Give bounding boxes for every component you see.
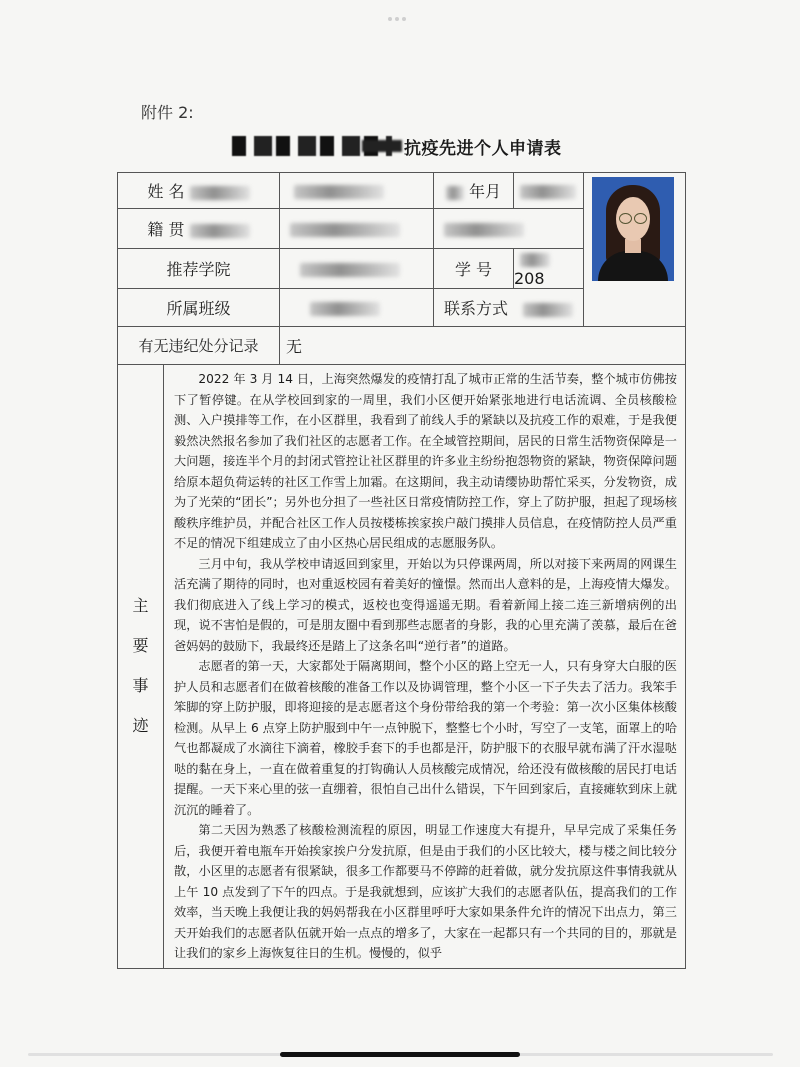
applicant-photo (592, 177, 674, 281)
birth-label-fragment: 年月 (469, 182, 502, 201)
redacted-title-prefix-2 (362, 140, 402, 152)
class-value-cell (280, 289, 434, 327)
redacted-college (300, 263, 400, 277)
main-deeds-label: 主 要 事 迹 (118, 365, 164, 969)
form-title-text: 抗疫先进个人申请表 (404, 139, 562, 159)
redacted-class (310, 302, 380, 316)
discipline-label: 有无违纪处分记录 (118, 327, 280, 365)
deeds-paragraph: 志愿者的第一天，大家都处于隔离期间，整个小区的路上空无一人，只有身穿大白服的医护人员和志愿者们在做着核酸的准备工作以及协调管理，整个小区一下子失去了活力。我笨手笨脚的穿上防护服，即将迎接的是志愿者这个身份带给我的第一个考验：第一次小区集体核酸检测。从早上 6 点穿上防护服到中午一点钟脱下，整整七个小时，写空了一支笔，面罩上的哈气也都凝成了水滴往下滴着，橡胶手套下的手也都是汗，防护服下的衣服早就布满了汗水湿哒哒的黏在身上，一直在做着重复的打钩确认人员核酸完成情况，给还没有做核酸的居民打电话提醒。一天下来心里的弦一直绷着，很怕自己出什么错误，下午回到家后，直接瘫软到床上就沉沉的睡着了。 (174, 659, 678, 817)
origin-label-cell (118, 209, 280, 249)
main-deeds-content (164, 365, 686, 969)
application-form-table (117, 172, 686, 969)
birth-value-cell (514, 173, 584, 209)
attachment-label: 附件 2: (141, 103, 194, 122)
college-value-cell (280, 249, 434, 289)
student-id-fragment: 208 (514, 268, 545, 288)
discipline-value: 无 (280, 327, 686, 365)
deeds-paragraph: 三月中旬，我从学校申请返回到家里，开始以为只停课两周，所以对接下来两周的网课生活充满了期待的同时，也对重返校园有着美好的憧憬。然而出人意料的是，上海疫情大爆发。我们彻底进入了线上学习的模式，返校也变得遥遥无期。看着新闻上接二连三新增病例的出现，说不害怕是假的，可是朋友圈中看到那些志愿者的身影，我的心里充满了羡慕，最后在爸爸妈妈的鼓励下，我最终还是踏上了这条名叫“逆行者”的道路。 (174, 556, 677, 653)
contact-label: 联系方式 (443, 299, 508, 318)
origin-extra-cell (434, 209, 584, 249)
name-label: 姓 名 (147, 182, 185, 201)
redacted-origin-value (290, 223, 400, 237)
origin-label: 籍 贯 (147, 220, 185, 239)
photo-cell (584, 173, 686, 327)
class-label: 所属班级 (118, 289, 280, 327)
redacted-birth-label (446, 186, 464, 200)
deeds-paragraph: 第二天因为熟悉了核酸检测流程的原因，明显工作速度大有提升，早早完成了采集任务后，我便开着电瓶车开始挨家挨户分发抗原，但是由于我们的小区比较大，楼与楼之间比较分散，小区里的志愿者有很紧缺，很多工作都要马不停蹄的赶着做，就分发抗原这件事情我就从上午 10 点发到了下午的四点。于是我就想到，应该扩大我们的志愿者队伍，提高我们的工作效率，当天晚上我便让我的妈妈帮我在小区群里呼吁大家如果条件允许的情况下出点力，第三天开始我们的志愿者队伍就开始一点点的增多了，大家在一起都只有一个共同的目的，那就是让我们的家乡上海恢复往日的生机。慢慢的，似乎 (174, 823, 677, 960)
redacted-origin-extra (444, 223, 524, 237)
college-label: 推荐学院 (118, 249, 280, 289)
redacted-birth-value (520, 185, 576, 199)
birth-label-cell (434, 173, 514, 209)
student-id-label: 学 号 (434, 249, 514, 289)
redacted-student-id (520, 253, 550, 267)
form-title (232, 134, 592, 160)
deeds-paragraph: 2022 年 3 月 14 日，上海突然爆发的疫情打乱了城市正常的生活节奏，整个城市仿佛按下了暂停键。在从学校回到家的一周里，我们小区便开始紧张地进行电话流调、全员核酸检测、入户摸排等工作，在小区群里，我看到了前线人手的紧缺以及抗疫工作的艰难，于是我便毅然决然报名参加了我们社区的志愿者工作。在全域管控期间，居民的日常生活物资保障是一大问题，接连半个月的封闭式管控让社区群里的许多业主纷纷抱怨物资的紧缺，物资保障问题给原本超负荷运转的社区工作雪上加霜。在这期间，我主动请缨协助帮忙采买，分发物资，成为了光荣的“团长”；另外也分担了一些社区日常疫情防控工作，穿上了防护服，担起了现场核酸秩序维护员，并配合社区工作人员按楼栋挨家挨户敲门摸排人员信息，在疫情防控人员严重不足的情况下组建成立了由小区热心居民组成的志愿服务队。 (174, 372, 677, 550)
home-indicator[interactable] (280, 1052, 520, 1057)
origin-value-cell (280, 209, 434, 249)
name-label-cell (118, 173, 280, 209)
redacted-contact (523, 303, 573, 317)
redacted-name (190, 186, 250, 200)
contact-label-cell (434, 289, 584, 327)
student-id-value-cell (514, 249, 584, 289)
redacted-gender (294, 185, 384, 199)
redacted-origin (190, 224, 250, 238)
name-value-cell (280, 173, 434, 209)
